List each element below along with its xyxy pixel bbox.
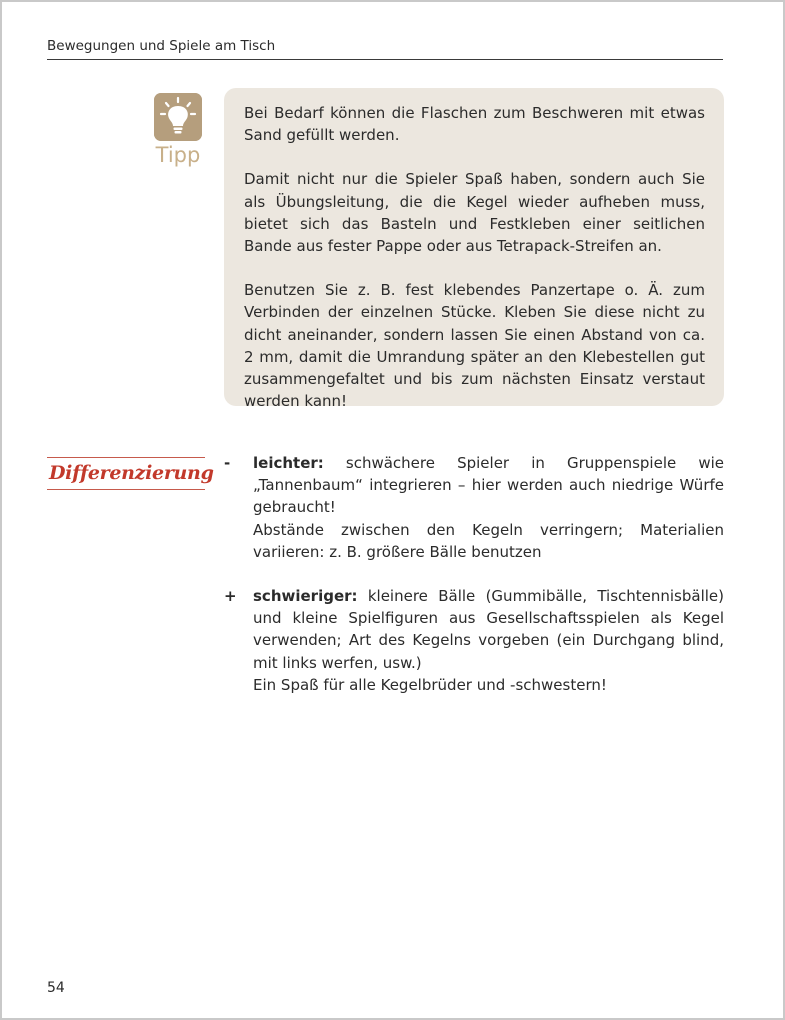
tip-badge <box>154 93 206 167</box>
item-extra: Ein Spaß für alle Kegelbrüder und -schwestern! <box>253 675 607 694</box>
list-marker: + <box>224 587 237 606</box>
tip-label: Tipp <box>155 143 201 167</box>
item-description: kleinere Bälle (Gummibälle, Tischtennisbälle) und kleine Spielfiguren aus Gesellschaftsspielen als Kegel verwenden; Art des Kegelns vorgeben (ein Durchgang blind, mit links werfen, usw.) <box>253 587 724 672</box>
lightbulb-icon <box>154 93 202 141</box>
item-description: schwächere Spieler in Gruppenspiele wie „Tannenbaum“ integrieren – hier werden auch niedrige Würfe gebraucht! <box>253 454 724 517</box>
list-item-harder <box>224 585 724 696</box>
page-number: 54 <box>47 980 65 996</box>
differentiation-heading <box>47 457 214 490</box>
list-marker: - <box>224 454 231 472</box>
item-term: schwieriger: <box>253 587 358 606</box>
differentiation-list <box>224 452 724 718</box>
list-item-easier <box>224 452 724 563</box>
item-term: leichter: <box>253 454 324 472</box>
tip-paragraph: Benutzen Sie z. B. fest klebendes Panzertape o. Ä. zum Verbinden der einzelnen Stücke. Kleben Sie diese nicht zu dicht aneinander, sondern lassen Sie einen Abstand von ca. 2 mm, damit die Umrandung später an den Klebestellen gut zusammengefaltet und bis zum nächsten Einsatz verstaut werden kann! <box>244 281 705 411</box>
item-extra: Abstände zwischen den Kegeln verringern; Materialien variieren: z. B. größere Bälle benutzen <box>253 520 724 561</box>
tip-paragraph: Damit nicht nur die Spieler Spaß haben, sondern auch Sie als Übungsleitung, die die Kegel wieder aufheben muss, bietet sich das Basteln und Festkleben einer seitlichen Bande aus fester Pappe oder aus Tetrapack-Streifen an. <box>244 170 705 256</box>
heading-rule-bottom <box>47 489 205 490</box>
list-item-text <box>253 452 724 563</box>
list-item-text <box>253 585 724 696</box>
differentiation-label: Differenzierung <box>49 462 214 484</box>
header-rule <box>47 59 723 60</box>
tip-paragraph: Bei Bedarf können die Flaschen zum Beschweren mit etwas Sand gefüllt werden. <box>244 104 705 145</box>
running-head: Bewegungen und Spiele am Tisch <box>47 38 276 54</box>
tip-box <box>224 88 724 411</box>
